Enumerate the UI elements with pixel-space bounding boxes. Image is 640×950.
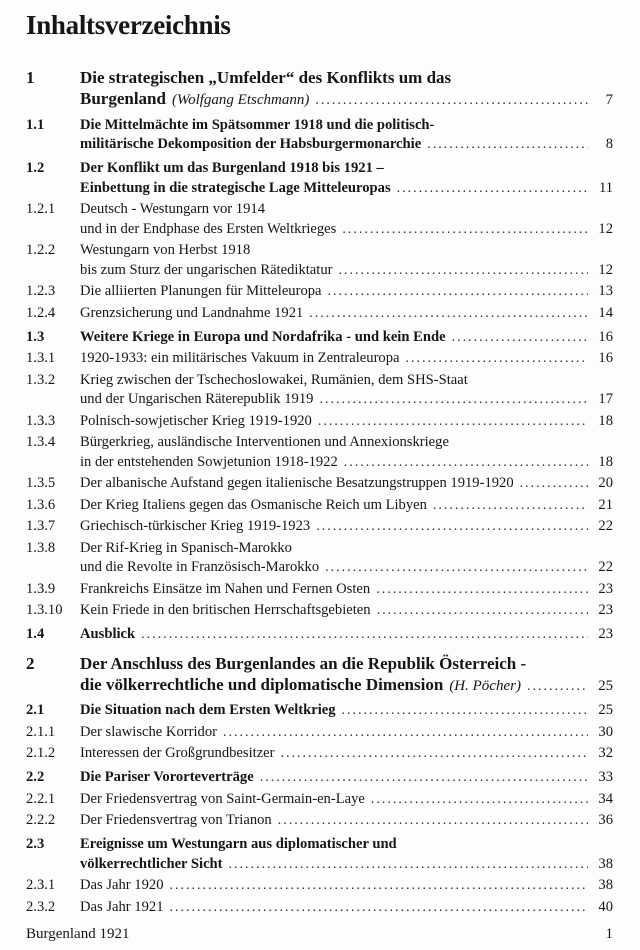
toc-entry-title-line2 [80, 88, 613, 111]
toc-entry-title-line1: Ereignisse um Westungarn aus diplomatischer und [80, 836, 397, 853]
toc-entry-text: die völkerrechtliche und diplomatische Dimension [80, 674, 444, 694]
toc-entry-page: 23 [598, 602, 613, 619]
dot-leader [229, 855, 588, 875]
toc-entry [26, 517, 613, 537]
toc-entry-number: 1.2.4 [26, 304, 56, 321]
toc-entry-text: 1920-1933: ein militärisches Vakuum in Zentraleuropa [80, 350, 400, 367]
dot-leader [170, 876, 589, 896]
toc-entry [26, 653, 613, 697]
toc-entry-number: 2.2 [26, 769, 45, 786]
toc-entry [26, 723, 613, 743]
toc-entry-title-line1: Der Konflikt um das Burgenland 1918 bis 1921 – [80, 160, 384, 177]
toc-entry-body [80, 876, 613, 896]
toc-entry-page: 23 [598, 626, 613, 643]
dot-leader [316, 517, 588, 537]
toc-entry-page: 8 [605, 136, 613, 153]
toc-entry-text: Das Jahr 1920 [80, 877, 164, 894]
dot-leader [452, 328, 588, 348]
toc-entry-title-line2 [80, 496, 613, 516]
dot-leader [338, 261, 588, 281]
toc-entry-text: Der Friedensvertrag von Trianon [80, 812, 272, 829]
toc-entry-page: 11 [598, 179, 613, 196]
toc-entry-title-line2 [80, 674, 613, 697]
dot-leader [319, 390, 588, 410]
toc-entry-number: 1.3.10 [26, 602, 63, 619]
toc-entry-title-line2 [80, 558, 613, 578]
toc-entry-number: 2.2.2 [26, 812, 56, 829]
toc-entry-body [80, 539, 613, 578]
toc-entry-page: 32 [598, 745, 613, 762]
toc-entry-number: 2.1.2 [26, 745, 56, 762]
toc-list [26, 67, 613, 917]
toc-entry-text: Der Krieg Italiens gegen das Osmanische Reich um Libyen [80, 496, 427, 513]
toc-entry-page: 38 [598, 877, 613, 894]
toc-entry-text: Frankreichs Einsätze im Nahen und Fernen Osten [80, 580, 371, 597]
toc-entry-text: Grenzsicherung und Landnahme 1921 [80, 304, 304, 321]
dot-leader [141, 625, 588, 645]
toc-entry-page: 12 [598, 261, 613, 278]
toc-entry [26, 744, 613, 764]
toc-entry-author: (H. Pöcher) [449, 677, 521, 694]
page-footer [26, 926, 613, 943]
toc-entry-title-line2 [80, 855, 613, 875]
toc-entry-title-line2 [80, 723, 613, 743]
toc-entry-page: 33 [598, 769, 613, 786]
toc-entry-text: Weitere Kriege in Europa und Nordafrika - und kein Ende [80, 328, 446, 345]
toc-entry-text: militärische Dekomposition der Habsburgermonarchie [80, 136, 422, 153]
toc-entry-title-line2 [80, 601, 613, 621]
toc-entry-title-line2 [80, 580, 613, 600]
dot-leader [342, 220, 588, 240]
toc-entry-text: völkerrechtlicher Sicht [80, 855, 223, 872]
toc-entry-body [80, 790, 613, 810]
toc-entry-number: 1.3.9 [26, 580, 56, 597]
toc-entry-text: bis zum Sturz der ungarischen Rätediktatur [80, 261, 333, 278]
toc-entry-number: 1.3 [26, 328, 45, 345]
toc-entry-body [80, 241, 613, 280]
toc-entry [26, 768, 613, 788]
dot-leader [328, 282, 588, 302]
toc-entry-title-line2 [80, 811, 613, 831]
toc-entry-title-line2 [80, 349, 613, 369]
toc-entry-body [80, 412, 613, 432]
toc-entry-title-line1: Die Mittelmächte im Spätsommer 1918 und die politisch- [80, 116, 435, 133]
dot-leader [223, 723, 588, 743]
toc-entry-page: 38 [598, 855, 613, 872]
toc-entry-number: 1 [26, 68, 35, 88]
toc-entry-number: 1.3.8 [26, 539, 56, 556]
dot-leader [427, 135, 588, 155]
toc-entry-body [80, 159, 613, 198]
toc-entry-title-line1: Bürgerkrieg, ausländische Interventionen und Annexionskriege [80, 434, 449, 451]
dot-leader [318, 412, 588, 432]
toc-entry [26, 159, 613, 198]
toc-entry-body [80, 580, 613, 600]
toc-entry [26, 200, 613, 239]
toc-entry-number: 2 [26, 653, 35, 673]
toc-entry [26, 835, 613, 874]
dot-leader [376, 580, 588, 600]
toc-entry-text: Kein Friede in den britischen Herrschaftsgebieten [80, 602, 371, 619]
toc-entry-title-line2 [80, 328, 613, 348]
toc-entry-text: Einbettung in die strategische Lage Mitteleuropas [80, 179, 391, 196]
toc-entry-body [80, 723, 613, 743]
toc-entry [26, 116, 613, 155]
dot-leader [281, 744, 588, 764]
toc-entry-body [80, 328, 613, 348]
toc-entry-title-line2 [80, 625, 613, 645]
dot-leader [433, 496, 588, 516]
toc-entry-number: 1.3.7 [26, 518, 56, 535]
toc-entry-body [80, 496, 613, 516]
toc-entry-title-line2 [80, 876, 613, 896]
toc-entry-text: Das Jahr 1921 [80, 898, 164, 915]
toc-entry [26, 371, 613, 410]
toc-entry-text: Der Friedensvertrag von Saint-Germain-en-Laye [80, 790, 365, 807]
toc-entry-title-line1: Der Rif-Krieg in Spanisch-Marokko [80, 539, 292, 556]
toc-entry [26, 701, 613, 721]
toc-entry-body [80, 744, 613, 764]
toc-entry-page: 40 [598, 898, 613, 915]
toc-entry-text: Ausblick [80, 626, 136, 643]
dot-leader [315, 90, 588, 111]
toc-entry-body [80, 116, 613, 155]
toc-entry-page: 21 [598, 496, 613, 513]
toc-entry-title-line2 [80, 179, 613, 199]
toc-entry-body [80, 653, 613, 697]
dot-leader [520, 474, 588, 494]
toc-entry-title-line2 [80, 304, 613, 324]
toc-entry-body [80, 349, 613, 369]
toc-entry-number: 1.2 [26, 160, 45, 177]
toc-entry [26, 811, 613, 831]
dot-leader [377, 601, 588, 621]
toc-entry-number: 1.2.2 [26, 242, 56, 259]
toc-entry-title-line2 [80, 220, 613, 240]
toc-entry [26, 304, 613, 324]
toc-entry [26, 601, 613, 621]
toc-entry-body [80, 474, 613, 494]
toc-entry [26, 67, 613, 111]
toc-entry-body [80, 811, 613, 831]
toc-entry-page: 20 [598, 475, 613, 492]
toc-entry-page: 16 [598, 350, 613, 367]
toc-entry-title-line2 [80, 744, 613, 764]
toc-entry [26, 241, 613, 280]
toc-entry-page: 36 [598, 812, 613, 829]
toc-entry-title-line2 [80, 790, 613, 810]
toc-entry-title-line2 [80, 517, 613, 537]
toc-entry-title-line2 [80, 390, 613, 410]
toc-entry [26, 474, 613, 494]
dot-leader [527, 676, 588, 697]
toc-entry-number: 2.1 [26, 702, 45, 719]
toc-entry-page: 25 [598, 677, 613, 694]
dot-leader [260, 768, 588, 788]
toc-entry [26, 282, 613, 302]
toc-entry [26, 349, 613, 369]
toc-entry [26, 898, 613, 918]
toc-entry-text: Polnisch-sowjetischer Krieg 1919-1920 [80, 412, 312, 429]
toc-entry-number: 1.3.3 [26, 412, 56, 429]
toc-entry-text: Griechisch-türkischer Krieg 1919-1923 [80, 518, 311, 535]
toc-entry-text: und die Revolte in Französisch-Marokko [80, 559, 320, 576]
toc-entry-body [80, 701, 613, 721]
dot-leader [170, 898, 589, 918]
toc-entry-number: 2.3.2 [26, 898, 56, 915]
toc-entry [26, 496, 613, 516]
toc-entry-number: 2.2.1 [26, 790, 56, 807]
toc-entry-page: 12 [598, 220, 613, 237]
toc-entry-page: 22 [598, 559, 613, 576]
toc-entry-body [80, 200, 613, 239]
toc-entry-page: 7 [605, 92, 613, 109]
toc-entry-title-line2 [80, 412, 613, 432]
footer-book-title: Burgenland 1921 [26, 926, 130, 942]
dot-leader [397, 179, 588, 199]
toc-entry [26, 433, 613, 472]
toc-entry-page: 18 [598, 453, 613, 470]
toc-entry-text: Der albanische Aufstand gegen italienische Besatzungstruppen 1919-1920 [80, 475, 514, 492]
toc-entry-text: und der Ungarischen Räterepublik 1919 [80, 391, 314, 408]
toc-entry-number: 1.4 [26, 626, 45, 643]
toc-entry-page: 13 [598, 283, 613, 300]
toc-entry-number: 1.2.3 [26, 283, 56, 300]
toc-entry-page: 16 [598, 328, 613, 345]
toc-entry [26, 876, 613, 896]
page-title: Inhaltsverzeichnis [26, 10, 231, 40]
toc-entry-body [80, 625, 613, 645]
toc-entry-number: 1.3.4 [26, 434, 56, 451]
toc-entry-page: 17 [598, 391, 613, 408]
toc-entry-page: 34 [598, 790, 613, 807]
toc-entry-title-line1: Der Anschluss des Burgenlandes an die Republik Österreich - [80, 653, 527, 673]
dot-leader [344, 453, 588, 473]
toc-entry-title-line2 [80, 701, 613, 721]
toc-entry-page: 22 [598, 518, 613, 535]
toc-entry-number: 2.3 [26, 836, 45, 853]
toc-entry-text: in der entstehenden Sowjetunion 1918-1922 [80, 453, 338, 470]
toc-entry [26, 580, 613, 600]
toc-entry-body [80, 601, 613, 621]
toc-entry-number: 1.3.6 [26, 496, 56, 513]
toc-entry-author: (Wolfgang Etschmann) [171, 92, 310, 109]
toc-entry-body [80, 433, 613, 472]
dot-leader [325, 558, 588, 578]
dot-leader [371, 790, 588, 810]
toc-entry-title-line2 [80, 474, 613, 494]
toc-entry-number: 2.3.1 [26, 877, 56, 894]
footer-page-number: 1 [605, 926, 613, 942]
toc-entry-page: 14 [598, 304, 613, 321]
toc-entry [26, 790, 613, 810]
toc-entry-body [80, 282, 613, 302]
toc-entry-title-line1: Die strategischen „Umfelder“ des Konflikts um das [80, 68, 452, 88]
toc-entry-body [80, 67, 613, 111]
toc-entry-text: Die Pariser Vororteverträge [80, 769, 254, 786]
toc-entry-number: 2.1.1 [26, 723, 56, 740]
toc-entry-text: Burgenland [80, 89, 166, 109]
toc-entry-body [80, 898, 613, 918]
toc-entry-page: 25 [598, 702, 613, 719]
toc-entry [26, 539, 613, 578]
toc-entry-text: Interessen der Großgrundbesitzer [80, 745, 275, 762]
toc-entry-number: 1.2.1 [26, 201, 56, 218]
toc-entry-number: 1.1 [26, 116, 45, 133]
dot-leader [278, 811, 588, 831]
toc-entry-body [80, 835, 613, 874]
toc-entry-title-line1: Westungarn von Herbst 1918 [80, 242, 251, 259]
toc-entry-text: und in der Endphase des Ersten Weltkrieges [80, 220, 337, 237]
toc-entry [26, 625, 613, 645]
toc-entry-number: 1.3.5 [26, 475, 56, 492]
toc-entry-number: 1.3.1 [26, 350, 56, 367]
toc-entry-title-line2 [80, 261, 613, 281]
toc-entry-title-line1: Krieg zwischen der Tschechoslowakei, Rumänien, dem SHS-Staat [80, 371, 468, 388]
toc-entry-text: Die alliierten Planungen für Mitteleuropa [80, 283, 322, 300]
toc-entry-title-line1: Deutsch - Westungarn vor 1914 [80, 201, 265, 218]
toc-entry-page: 30 [598, 723, 613, 740]
toc-entry [26, 412, 613, 432]
toc-entry-text: Der slawische Korridor [80, 723, 217, 740]
toc-entry-body [80, 768, 613, 788]
dot-leader [342, 701, 588, 721]
toc-entry-title-line2 [80, 898, 613, 918]
toc-entry-body [80, 371, 613, 410]
toc-entry-body [80, 517, 613, 537]
dot-leader [406, 349, 588, 369]
toc-entry-title-line2 [80, 282, 613, 302]
toc-entry [26, 328, 613, 348]
toc-entry-text: Die Situation nach dem Ersten Weltkrieg [80, 702, 336, 719]
toc-entry-title-line2 [80, 135, 613, 155]
toc-entry-page: 18 [598, 412, 613, 429]
toc-entry-page: 23 [598, 580, 613, 597]
toc-entry-title-line2 [80, 453, 613, 473]
toc-entry-number: 1.3.2 [26, 371, 56, 388]
toc-entry-body [80, 304, 613, 324]
toc-entry-title-line2 [80, 768, 613, 788]
dot-leader [309, 304, 588, 324]
